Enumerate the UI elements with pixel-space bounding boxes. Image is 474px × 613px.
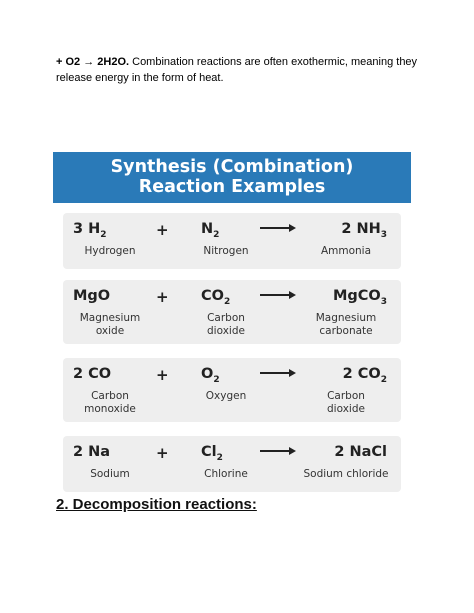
reaction-row xyxy=(63,358,401,422)
product-name: Ammonia xyxy=(320,245,372,257)
reactant-1-name: Sodium xyxy=(90,468,130,480)
reaction-arrow-icon xyxy=(260,294,294,296)
product-name: Carbon dioxide xyxy=(327,390,365,415)
banner-title-line2: Reaction Examples xyxy=(138,177,326,197)
product-name: Sodium chloride xyxy=(303,468,389,480)
reactant-1-formula: MgO xyxy=(73,288,111,304)
reaction-arrow-icon xyxy=(260,450,294,452)
reactant-1-formula: 2 CO xyxy=(73,366,112,382)
product-name: Magnesium carbonate xyxy=(315,312,377,337)
intro-text: Combination reactions are often exothermic, meaning they release energy in the form of heat. xyxy=(56,56,418,84)
plus-sign: + xyxy=(156,221,169,239)
reaction-row xyxy=(63,213,401,269)
figure-banner xyxy=(53,152,411,203)
reactant-2-formula: $O_2$ xyxy=(201,366,220,385)
reactant-2-formula-subscript: 2 xyxy=(216,452,223,463)
section-heading: 2. Decomposition reactions: xyxy=(56,496,257,513)
reactant-1-name: Magnesium oxide xyxy=(79,312,141,337)
product-formula-subscript: 3 xyxy=(380,229,387,240)
reactant-2-formula: $Cl_2$ xyxy=(201,444,223,463)
reactant-1-formula: 2 Na xyxy=(73,444,111,460)
reaction-arrow-icon xyxy=(260,372,294,374)
product-formula: 2 $NH_3$ xyxy=(341,221,387,240)
reactant-2-formula-subscript: 2 xyxy=(223,296,231,307)
reactant-1-name: Hydrogen xyxy=(84,245,136,257)
banner-title-line1: Synthesis (Combination) xyxy=(110,157,354,177)
product-formula: 2 NaCl xyxy=(334,444,387,460)
reactant-2-formula-subscript: 2 xyxy=(213,374,220,385)
reactant-1-formula-subscript: 2 xyxy=(100,229,107,240)
reaction-row xyxy=(63,280,401,344)
product-formula-subscript: 2 xyxy=(380,374,387,385)
reactant-1-name: Carbon monoxide xyxy=(84,390,136,415)
product-formula-subscript: 3 xyxy=(380,296,387,307)
product-formula: 2 $CO_2$ xyxy=(342,366,387,385)
reactant-2-name: Nitrogen xyxy=(203,245,249,257)
plus-sign: + xyxy=(156,366,169,384)
reactant-2-formula-subscript: 2 xyxy=(213,229,220,240)
plus-sign: + xyxy=(156,444,169,462)
reactant-1-formula: 3 $H_2$ xyxy=(73,221,107,240)
product-formula: MgCO$_3$ xyxy=(332,288,387,307)
reaction-arrow-icon xyxy=(260,227,294,229)
reactant-2-name: Chlorine xyxy=(204,468,248,480)
synthesis-examples-figure xyxy=(53,152,411,480)
intro-equation: + O2 → 2H2O. xyxy=(56,56,130,68)
reaction-row xyxy=(63,436,401,492)
reactant-2-formula: $N_2$ xyxy=(201,221,220,240)
intro-paragraph xyxy=(56,55,436,86)
plus-sign: + xyxy=(156,288,169,306)
reactant-2-formula: $CO_2$ xyxy=(201,288,231,307)
reactant-2-name: Carbon dioxide xyxy=(207,312,245,337)
reactant-2-name: Oxygen xyxy=(205,390,247,402)
